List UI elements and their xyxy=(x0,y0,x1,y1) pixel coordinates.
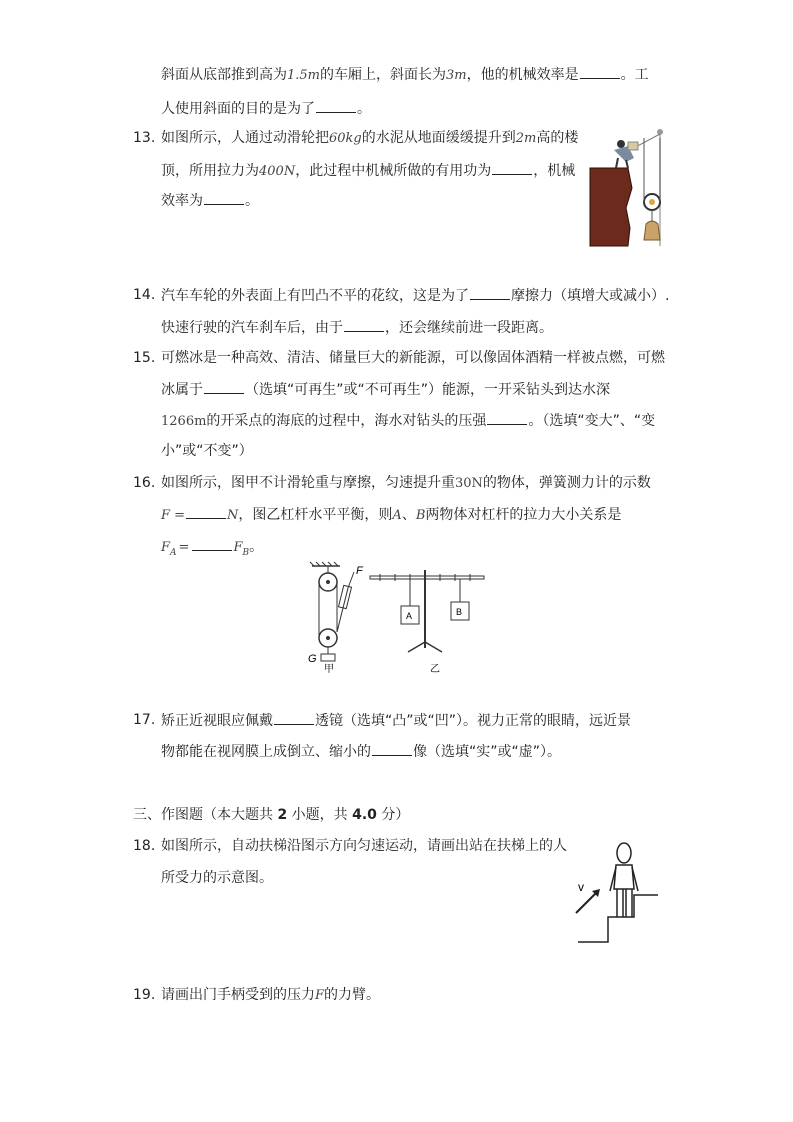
text: （选填“可再生”或“不可再生”）能源，一开采钻头到达水深 xyxy=(245,382,611,398)
q13-line-3 xyxy=(161,190,259,211)
text: 像（选填“实”或“虚”）。 xyxy=(413,744,562,760)
answer-blank[interactable] xyxy=(204,379,244,394)
math: 60kg xyxy=(329,131,362,146)
text: 效率为 xyxy=(161,193,203,209)
text: 如图所示，人通过动滑轮把 xyxy=(161,130,329,146)
q13-line-1 xyxy=(161,128,578,149)
text: 请画出门手柄受到的压力 xyxy=(161,987,315,1003)
text: ，还会继续前进一段距离。 xyxy=(385,320,553,336)
q12-line-2 xyxy=(161,98,371,119)
text: 三、作图题（本大题共 xyxy=(133,807,278,823)
text: 人使用斜面的目的是为了 xyxy=(161,101,315,117)
q15-line-2 xyxy=(161,379,610,400)
text: 的车厢上，斜面长为 xyxy=(320,67,447,83)
math: 2m xyxy=(515,131,537,146)
text: 的力臂。 xyxy=(324,987,381,1003)
pulley-lever-figure xyxy=(300,560,500,675)
question-number: 13. xyxy=(133,130,156,146)
math: F = xyxy=(161,508,186,523)
text: 的开采点的海底的过程中，海水对钻头的压强 xyxy=(206,413,487,429)
text: 斜面从底部推到高为 xyxy=(161,67,287,83)
answer-blank[interactable] xyxy=(344,317,384,332)
text: 的物体，弹簧测力计的示数 xyxy=(482,475,651,491)
answer-blank[interactable] xyxy=(274,710,314,725)
block-B-label: B xyxy=(456,607,463,617)
q17-line-2 xyxy=(161,741,561,762)
text: 分） xyxy=(376,807,410,823)
math: B xyxy=(415,508,426,523)
text: 顶，所用拉力为 xyxy=(161,163,259,179)
caption-yi: 乙 xyxy=(430,664,440,675)
count: 2 xyxy=(277,807,288,823)
text: 高的楼 xyxy=(536,130,579,146)
label-F: F xyxy=(356,565,363,577)
answer-blank[interactable] xyxy=(316,98,356,113)
math: F xyxy=(233,540,243,555)
answer-blank[interactable] xyxy=(580,64,620,79)
q15-line-4: 小”或“不变”） xyxy=(161,443,253,459)
text: 摩擦力（填增大或减小）. xyxy=(511,288,670,304)
text: ，他的机械效率是 xyxy=(466,67,579,83)
q14-line-2 xyxy=(161,317,553,338)
q18-line-2: 所受力的示意图。 xyxy=(161,870,273,886)
text: 。 xyxy=(245,193,259,209)
question-number: 18. xyxy=(133,838,156,854)
pulley-worker-figure xyxy=(588,128,668,248)
text: 。（选填“变大”、“变 xyxy=(528,413,656,429)
text: 透镜（选填“凸”或“凹”）。视力正常的眼睛，远近景 xyxy=(315,713,632,729)
label-G: G xyxy=(308,653,317,665)
question-number: 14. xyxy=(133,287,156,303)
answer-blank[interactable] xyxy=(192,536,232,551)
q17-line-1 xyxy=(161,710,631,731)
text: 两物体对杠杆的拉力大小关系是 xyxy=(425,507,622,523)
q15-line-3 xyxy=(161,410,655,432)
block-A-label: A xyxy=(406,611,413,621)
q18-line-1: 如图所示，自动扶梯沿图示方向匀速运动，请画出站在扶梯上的人 xyxy=(161,838,567,854)
math: F xyxy=(161,540,171,555)
q14-line-1 xyxy=(161,285,669,306)
math: F xyxy=(315,988,325,1003)
math: A xyxy=(392,508,402,523)
text: 。 xyxy=(357,101,371,117)
caption-jia: 甲 xyxy=(324,664,334,675)
score: 4.0 xyxy=(352,807,377,823)
question-number: 16. xyxy=(133,475,156,491)
answer-blank[interactable] xyxy=(487,410,527,425)
answer-blank[interactable] xyxy=(204,190,244,205)
q13-line-2 xyxy=(161,160,575,182)
text: 小题，共 xyxy=(287,807,353,823)
math: 1266m xyxy=(161,414,207,429)
question-number: 15. xyxy=(133,350,156,366)
q16-line-2 xyxy=(161,504,621,526)
answer-blank[interactable] xyxy=(372,741,412,756)
q12-line-1 xyxy=(161,64,649,86)
pulley-diagram xyxy=(308,562,364,675)
math: 400N xyxy=(259,164,296,179)
math: 1.5m xyxy=(287,68,321,83)
subscript: B xyxy=(242,547,250,558)
math: 3m xyxy=(446,68,467,83)
answer-blank[interactable] xyxy=(470,285,510,300)
text: 、 xyxy=(401,507,416,523)
text: 。 xyxy=(249,539,264,555)
q19-line-1 xyxy=(161,985,380,1006)
text: 如图所示，图甲不计滑轮重与摩擦，匀速提升重 xyxy=(161,475,455,491)
text: 。工 xyxy=(620,67,649,83)
q16-line-3 xyxy=(161,536,263,563)
answer-blank[interactable] xyxy=(186,504,226,519)
question-number: 17. xyxy=(133,712,156,728)
question-number: 19. xyxy=(133,987,156,1003)
velocity-label: v xyxy=(578,880,584,894)
text: 的水泥从地面缓缓提升到 xyxy=(361,130,516,146)
subscript: A xyxy=(170,547,177,558)
escalator-figure xyxy=(570,835,660,945)
text: 汽车车轮的外表面上有凹凸不平的花纹，这是为了 xyxy=(161,288,469,304)
section-heading xyxy=(133,805,409,825)
text: ，机械 xyxy=(533,163,576,179)
text: 矫正近视眼应佩戴 xyxy=(161,713,273,729)
math: N xyxy=(227,508,239,523)
math: 30N xyxy=(455,476,483,491)
math: = xyxy=(178,540,190,555)
text: 物都能在视网膜上成倒立、缩小的 xyxy=(161,744,371,760)
lever-diagram xyxy=(370,570,484,675)
text: 冰属于 xyxy=(161,382,203,398)
text: 快速行驶的汽车刹车后，由于 xyxy=(161,320,343,336)
text: ，图乙杠杆水平平衡，则 xyxy=(238,507,393,523)
text: ，此过程中机械所做的有用功为 xyxy=(295,163,492,179)
q16-line-1 xyxy=(161,473,651,494)
answer-blank[interactable] xyxy=(492,160,532,175)
q15-line-1: 可燃冰是一种高效、清洁、储量巨大的新能源，可以像固体酒精一样被点燃，可燃 xyxy=(161,350,665,366)
